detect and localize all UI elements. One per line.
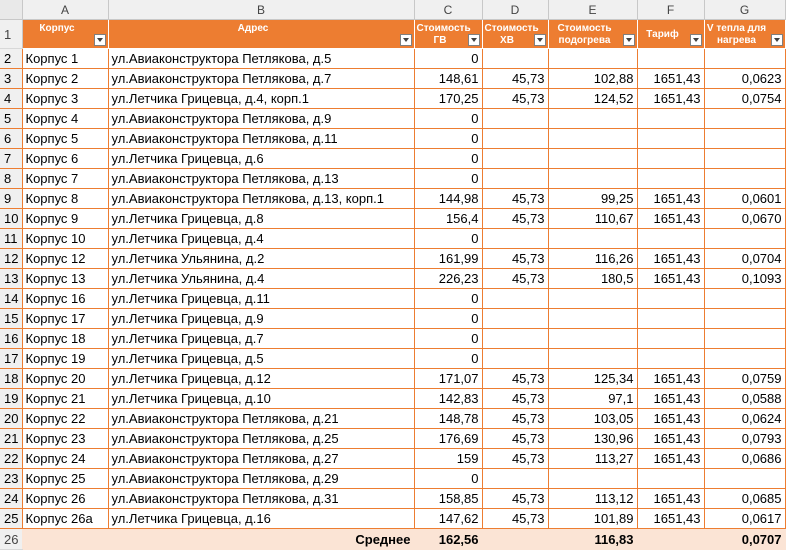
cell-korpus[interactable]: Корпус 13 <box>22 269 108 289</box>
cell-tariff[interactable]: 1651,43 <box>637 249 704 269</box>
cell-tariff[interactable] <box>637 149 704 169</box>
cell-korpus[interactable]: Корпус 1 <box>22 49 108 69</box>
cell-heat-volume[interactable] <box>704 309 785 329</box>
row-number[interactable]: 6 <box>0 129 22 149</box>
table-row <box>0 189 785 209</box>
cell-heat-volume[interactable] <box>704 229 785 249</box>
cell-heating-cost[interactable] <box>548 49 637 69</box>
table-row <box>0 429 785 449</box>
cell-korpus[interactable]: Корпус 18 <box>22 329 108 349</box>
cell-address[interactable]: ул.Авиаконструктора Петлякова, д.7 <box>108 69 414 89</box>
header-address-label: Адрес <box>237 23 269 34</box>
table-row <box>0 349 785 369</box>
cell-korpus[interactable]: Корпус 21 <box>22 389 108 409</box>
header-gv-cost-label: Стоимость ГВ <box>416 23 471 46</box>
row-number[interactable]: 12 <box>0 249 22 269</box>
cell-gv-cost[interactable]: 161,99 <box>414 249 482 269</box>
cell-gv-cost[interactable]: 0 <box>414 129 482 149</box>
cell-heating-cost[interactable] <box>548 469 637 489</box>
row-number[interactable]: 3 <box>0 69 22 89</box>
row-number[interactable]: 22 <box>0 449 22 469</box>
cell-gv-cost[interactable]: 0 <box>414 329 482 349</box>
header-address[interactable] <box>108 20 414 49</box>
cell-korpus[interactable]: Корпус 20 <box>22 369 108 389</box>
cell-heat-volume[interactable] <box>704 109 785 129</box>
cell-gv-cost[interactable]: 0 <box>414 349 482 369</box>
cell-address[interactable]: ул.Летчика Грицевца, д.8 <box>108 209 414 229</box>
cell-hv-cost[interactable]: 45,73 <box>482 189 548 209</box>
table-row <box>0 369 785 389</box>
row-number[interactable]: 17 <box>0 349 22 369</box>
cell-address[interactable]: ул.Летчика Грицевца, д.4, корп.1 <box>108 89 414 109</box>
header-hv-cost[interactable] <box>482 20 548 49</box>
filter-dropdown-icon[interactable] <box>400 34 412 46</box>
cell-tariff[interactable] <box>637 309 704 329</box>
cell-tariff[interactable] <box>637 229 704 249</box>
cell-hv-cost[interactable] <box>482 289 548 309</box>
cell-korpus[interactable]: Корпус 12 <box>22 249 108 269</box>
cell-tariff[interactable]: 1651,43 <box>637 509 704 529</box>
cell-tariff[interactable] <box>637 49 704 69</box>
cell-tariff[interactable]: 1651,43 <box>637 489 704 509</box>
cell-hv-cost[interactable]: 45,73 <box>482 389 548 409</box>
header-heating-cost[interactable] <box>548 20 637 49</box>
filter-dropdown-icon[interactable] <box>468 34 480 46</box>
cell-korpus[interactable]: Корпус 16 <box>22 289 108 309</box>
cell-heating-cost[interactable] <box>548 289 637 309</box>
table-row <box>0 249 785 269</box>
row-number[interactable]: 13 <box>0 269 22 289</box>
total-gv[interactable]: 162,56 <box>414 529 482 550</box>
cell-korpus[interactable]: Корпус 7 <box>22 169 108 189</box>
table-row <box>0 89 785 109</box>
row-number[interactable]: 1 <box>0 20 22 49</box>
table-row <box>0 449 785 469</box>
table-row <box>0 209 785 229</box>
cell-hv-cost[interactable]: 45,73 <box>482 429 548 449</box>
cell-heat-volume[interactable]: 0,0793 <box>704 429 785 449</box>
cell-heating-cost[interactable] <box>548 169 637 189</box>
cell-hv-cost[interactable]: 45,73 <box>482 449 548 469</box>
cell-heating-cost[interactable]: 97,1 <box>548 389 637 409</box>
cell-heating-cost[interactable]: 124,52 <box>548 89 637 109</box>
cell-korpus[interactable]: Корпус 24 <box>22 449 108 469</box>
cell-hv-cost[interactable] <box>482 129 548 149</box>
filter-dropdown-icon[interactable] <box>690 34 702 46</box>
cell-hv-cost[interactable]: 45,73 <box>482 269 548 289</box>
cell-address[interactable]: ул.Летчика Грицевца, д.5 <box>108 349 414 369</box>
cell-address[interactable]: ул.Авиаконструктора Петлякова, д.5 <box>108 49 414 69</box>
cell-gv-cost[interactable]: 159 <box>414 449 482 469</box>
table-row <box>0 269 785 289</box>
cell-heat-volume[interactable]: 0,0754 <box>704 89 785 109</box>
cell-tariff[interactable]: 1651,43 <box>637 429 704 449</box>
cell-address[interactable]: ул.Авиаконструктора Петлякова, д.13, корп.1 <box>108 189 414 209</box>
cell-korpus[interactable]: Корпус 17 <box>22 309 108 329</box>
cell-heating-cost[interactable] <box>548 149 637 169</box>
row-number[interactable]: 19 <box>0 389 22 409</box>
cell-address[interactable]: ул.Авиаконструктора Петлякова, д.13 <box>108 169 414 189</box>
table-row <box>0 109 785 129</box>
cell-tariff[interactable] <box>637 289 704 309</box>
cell-address[interactable]: ул.Авиаконструктора Петлякова, д.29 <box>108 469 414 489</box>
row-number[interactable]: 5 <box>0 109 22 129</box>
cell-tariff[interactable]: 1651,43 <box>637 409 704 429</box>
cell-gv-cost[interactable]: 0 <box>414 289 482 309</box>
table-row <box>0 389 785 409</box>
cell-heating-cost[interactable]: 113,27 <box>548 449 637 469</box>
table-row <box>0 509 785 529</box>
cell-heating-cost[interactable] <box>548 129 637 149</box>
cell-gv-cost[interactable]: 171,07 <box>414 369 482 389</box>
row-number[interactable]: 16 <box>0 329 22 349</box>
cell-heat-volume[interactable] <box>704 49 785 69</box>
cell-hv-cost[interactable]: 45,73 <box>482 209 548 229</box>
cell-hv-cost[interactable]: 45,73 <box>482 369 548 389</box>
header-heating-cost-label: Стоимость подогрева <box>557 23 612 46</box>
table-row <box>0 329 785 349</box>
cell-heat-volume[interactable]: 0,1093 <box>704 269 785 289</box>
cell-tariff[interactable] <box>637 469 704 489</box>
cell-gv-cost[interactable]: 226,23 <box>414 269 482 289</box>
cell-korpus[interactable]: Корпус 19 <box>22 349 108 369</box>
cell-tariff[interactable]: 1651,43 <box>637 369 704 389</box>
cell-tariff[interactable]: 1651,43 <box>637 209 704 229</box>
cell-address[interactable]: ул.Летчика Ульянина, д.4 <box>108 269 414 289</box>
row-number[interactable]: 20 <box>0 409 22 429</box>
total-heating[interactable]: 116,83 <box>548 529 637 550</box>
column-header-row <box>0 0 785 20</box>
table-row <box>0 309 785 329</box>
cell-heating-cost[interactable] <box>548 329 637 349</box>
cell-tariff[interactable]: 1651,43 <box>637 69 704 89</box>
header-heat-volume-label: V тепла для нагрева <box>706 23 767 46</box>
cell-heat-volume[interactable]: 0,0704 <box>704 249 785 269</box>
row-number[interactable]: 26 <box>0 529 22 550</box>
cell-hv-cost[interactable]: 45,73 <box>482 89 548 109</box>
cell-heat-volume[interactable] <box>704 469 785 489</box>
cell-address[interactable]: ул.Летчика Грицевца, д.4 <box>108 229 414 249</box>
cell-address[interactable]: ул.Авиаконструктора Петлякова, д.27 <box>108 449 414 469</box>
cell-hv-cost[interactable] <box>482 49 548 69</box>
table-row <box>0 489 785 509</box>
cell-heat-volume[interactable] <box>704 329 785 349</box>
cell-korpus[interactable]: Корпус 6 <box>22 149 108 169</box>
cell-heat-volume[interactable]: 0,0686 <box>704 449 785 469</box>
cell-tariff[interactable]: 1651,43 <box>637 89 704 109</box>
row-number[interactable]: 15 <box>0 309 22 329</box>
row-number[interactable]: 8 <box>0 169 22 189</box>
cell-address[interactable]: ул.Летчика Грицевца, д.9 <box>108 309 414 329</box>
cell-gv-cost[interactable]: 144,98 <box>414 189 482 209</box>
cell-heating-cost[interactable] <box>548 349 637 369</box>
cell[interactable] <box>637 529 704 550</box>
cell-korpus[interactable]: Корпус 2 <box>22 69 108 89</box>
cell-gv-cost[interactable]: 170,25 <box>414 89 482 109</box>
row-number[interactable]: 2 <box>0 49 22 69</box>
cell-gv-cost[interactable]: 0 <box>414 149 482 169</box>
table-row <box>0 149 785 169</box>
total-label[interactable]: Среднее <box>108 529 414 550</box>
row-number[interactable]: 4 <box>0 89 22 109</box>
row-number[interactable]: 7 <box>0 149 22 169</box>
cell-korpus[interactable]: Корпус 3 <box>22 89 108 109</box>
cell-hv-cost[interactable] <box>482 109 548 129</box>
cell-hv-cost[interactable] <box>482 349 548 369</box>
cell-hv-cost[interactable] <box>482 329 548 349</box>
header-tariff-label: Тариф <box>646 29 679 40</box>
table-row <box>0 49 785 69</box>
cell-address[interactable]: ул.Летчика Грицевца, д.11 <box>108 289 414 309</box>
cell-gv-cost[interactable]: 0 <box>414 469 482 489</box>
row-number[interactable]: 25 <box>0 509 22 529</box>
cell-address[interactable]: ул.Летчика Грицевца, д.7 <box>108 329 414 349</box>
row-number[interactable]: 21 <box>0 429 22 449</box>
table-row <box>0 129 785 149</box>
cell-gv-cost[interactable]: 156,4 <box>414 209 482 229</box>
select-all-corner[interactable] <box>0 0 22 20</box>
cell-address[interactable]: ул.Летчика Грицевца, д.16 <box>108 509 414 529</box>
table-header-row <box>0 20 785 49</box>
cell-hv-cost[interactable] <box>482 469 548 489</box>
total-heat-volume[interactable]: 0,0707 <box>704 529 785 550</box>
table-row <box>0 229 785 249</box>
cell-address[interactable]: ул.Летчика Грицевца, д.12 <box>108 369 414 389</box>
cell-heat-volume[interactable]: 0,0588 <box>704 389 785 409</box>
cell[interactable] <box>482 529 548 550</box>
cell-heat-volume[interactable] <box>704 349 785 369</box>
cell-gv-cost[interactable]: 0 <box>414 309 482 329</box>
cell-heating-cost[interactable]: 101,89 <box>548 509 637 529</box>
cell-hv-cost[interactable]: 45,73 <box>482 509 548 529</box>
cell-hv-cost[interactable] <box>482 169 548 189</box>
column-header-b[interactable]: B <box>108 0 414 20</box>
table-row <box>0 469 785 489</box>
cell-tariff[interactable]: 1651,43 <box>637 389 704 409</box>
cell-korpus[interactable]: Корпус 9 <box>22 209 108 229</box>
column-header-c[interactable]: C <box>414 0 482 20</box>
cell-heating-cost[interactable] <box>548 229 637 249</box>
cell-hv-cost[interactable] <box>482 149 548 169</box>
cell-heat-volume[interactable]: 0,0617 <box>704 509 785 529</box>
column-header-f[interactable]: F <box>637 0 704 20</box>
cell-korpus[interactable]: Корпус 23 <box>22 429 108 449</box>
cell-address[interactable]: ул.Авиаконструктора Петлякова, д.11 <box>108 129 414 149</box>
cell-heating-cost[interactable]: 102,88 <box>548 69 637 89</box>
cell-tariff[interactable]: 1651,43 <box>637 189 704 209</box>
total-row <box>0 529 785 550</box>
row-number[interactable]: 24 <box>0 489 22 509</box>
cell-gv-cost[interactable]: 158,85 <box>414 489 482 509</box>
cell-address[interactable]: ул.Летчика Грицевца, д.10 <box>108 389 414 409</box>
cell-heat-volume[interactable]: 0,0759 <box>704 369 785 389</box>
cell-gv-cost[interactable]: 0 <box>414 169 482 189</box>
cell-heating-cost[interactable]: 130,96 <box>548 429 637 449</box>
cell-korpus[interactable]: Корпус 26а <box>22 509 108 529</box>
cell-korpus[interactable]: Корпус 8 <box>22 189 108 209</box>
cell-tariff[interactable] <box>637 129 704 149</box>
filter-dropdown-icon[interactable] <box>771 34 783 46</box>
cell-heat-volume[interactable]: 0,0624 <box>704 409 785 429</box>
cell-heat-volume[interactable] <box>704 129 785 149</box>
cell-korpus[interactable]: Корпус 10 <box>22 229 108 249</box>
cell-address[interactable]: ул.Авиаконструктора Петлякова, д.31 <box>108 489 414 509</box>
cell-heating-cost[interactable] <box>548 109 637 129</box>
cell-hv-cost[interactable]: 45,73 <box>482 69 548 89</box>
column-header-a[interactable]: A <box>22 0 108 20</box>
cell-tariff[interactable]: 1651,43 <box>637 449 704 469</box>
header-korpus[interactable] <box>22 20 108 49</box>
cell-korpus[interactable]: Корпус 5 <box>22 129 108 149</box>
row-number[interactable]: 18 <box>0 369 22 389</box>
cell-korpus[interactable]: Корпус 26 <box>22 489 108 509</box>
cell-heat-volume[interactable]: 0,0685 <box>704 489 785 509</box>
cell-gv-cost[interactable]: 0 <box>414 109 482 129</box>
cell-gv-cost[interactable]: 147,62 <box>414 509 482 529</box>
cell-address[interactable]: ул.Авиаконструктора Петлякова, д.21 <box>108 409 414 429</box>
cell-tariff[interactable] <box>637 109 704 129</box>
table-row <box>0 289 785 309</box>
header-hv-cost-label: Стоимость ХВ <box>484 23 539 46</box>
cell-heating-cost[interactable]: 125,34 <box>548 369 637 389</box>
cell-heating-cost[interactable]: 103,05 <box>548 409 637 429</box>
header-gv-cost[interactable] <box>414 20 482 49</box>
cell-hv-cost[interactable]: 45,73 <box>482 489 548 509</box>
cell-heat-volume[interactable]: 0,0601 <box>704 189 785 209</box>
cell-address[interactable]: ул.Летчика Ульянина, д.2 <box>108 249 414 269</box>
header-tariff[interactable] <box>637 20 704 49</box>
cell-address[interactable]: ул.Летчика Грицевца, д.6 <box>108 149 414 169</box>
column-header-g[interactable]: G <box>704 0 785 20</box>
filter-dropdown-icon[interactable] <box>534 34 546 46</box>
cell-heat-volume[interactable]: 0,0670 <box>704 209 785 229</box>
cell-heating-cost[interactable]: 180,5 <box>548 269 637 289</box>
filter-dropdown-icon[interactable] <box>94 34 106 46</box>
cell-gv-cost[interactable]: 0 <box>414 49 482 69</box>
cell-heating-cost[interactable] <box>548 309 637 329</box>
cell-gv-cost[interactable]: 176,69 <box>414 429 482 449</box>
cell-hv-cost[interactable] <box>482 229 548 249</box>
row-number[interactable]: 23 <box>0 469 22 489</box>
cell-gv-cost[interactable]: 148,78 <box>414 409 482 429</box>
column-header-d[interactable]: D <box>482 0 548 20</box>
cell-heat-volume[interactable] <box>704 149 785 169</box>
row-number[interactable]: 10 <box>0 209 22 229</box>
filter-dropdown-icon[interactable] <box>623 34 635 46</box>
cell-heating-cost[interactable]: 110,67 <box>548 209 637 229</box>
cell-hv-cost[interactable]: 45,73 <box>482 409 548 429</box>
cell-heat-volume[interactable] <box>704 169 785 189</box>
table-row <box>0 409 785 429</box>
cell-tariff[interactable] <box>637 169 704 189</box>
table-row <box>0 69 785 89</box>
cell-heat-volume[interactable] <box>704 289 785 309</box>
cell[interactable] <box>22 529 108 550</box>
table-row <box>0 169 785 189</box>
cell-korpus[interactable]: Корпус 4 <box>22 109 108 129</box>
cell-heating-cost[interactable]: 116,26 <box>548 249 637 269</box>
cell-gv-cost[interactable]: 148,61 <box>414 69 482 89</box>
cell-heating-cost[interactable]: 113,12 <box>548 489 637 509</box>
row-number[interactable]: 11 <box>0 229 22 249</box>
cell-gv-cost[interactable]: 0 <box>414 229 482 249</box>
cell-korpus[interactable]: Корпус 25 <box>22 469 108 489</box>
cell-tariff[interactable] <box>637 349 704 369</box>
header-korpus-label: Корпус <box>39 23 75 34</box>
cell-heating-cost[interactable]: 99,25 <box>548 189 637 209</box>
cell-heat-volume[interactable]: 0,0623 <box>704 69 785 89</box>
header-heat-volume[interactable] <box>704 20 785 49</box>
cell-korpus[interactable]: Корпус 22 <box>22 409 108 429</box>
cell-gv-cost[interactable]: 142,83 <box>414 389 482 409</box>
cell-hv-cost[interactable]: 45,73 <box>482 249 548 269</box>
cell-address[interactable]: ул.Авиаконструктора Петлякова, д.25 <box>108 429 414 449</box>
column-header-e[interactable]: E <box>548 0 637 20</box>
row-number[interactable]: 14 <box>0 289 22 309</box>
row-number[interactable]: 9 <box>0 189 22 209</box>
cell-tariff[interactable] <box>637 329 704 349</box>
cell-tariff[interactable]: 1651,43 <box>637 269 704 289</box>
cell-address[interactable]: ул.Авиаконструктора Петлякова, д.9 <box>108 109 414 129</box>
cell-hv-cost[interactable] <box>482 309 548 329</box>
